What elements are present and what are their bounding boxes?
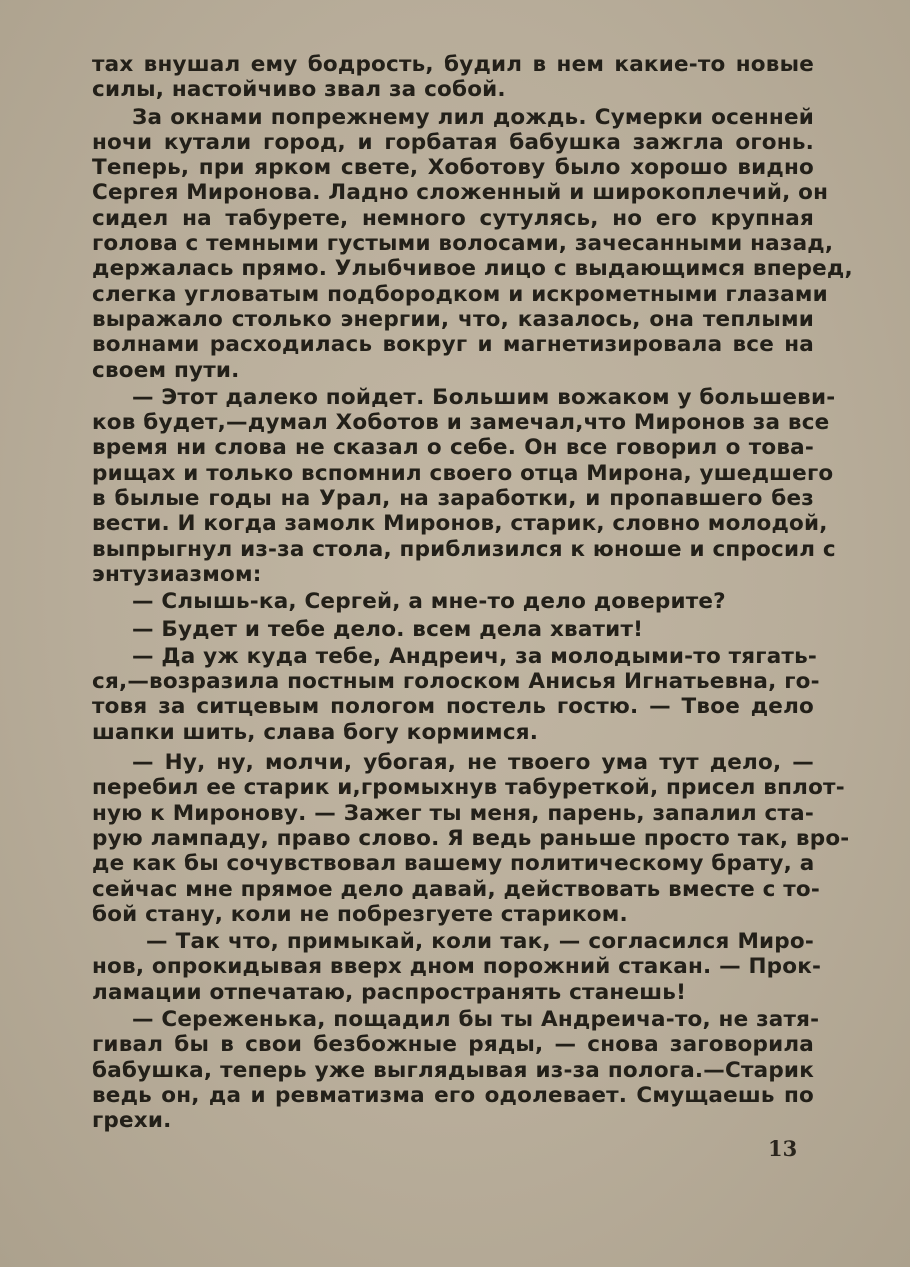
text-line: ную к Миронову. — Зажег ты меня, парень, запалил ста- xyxy=(92,800,814,826)
text-line: де как бы сочувствовал вашему политическому брату, а xyxy=(92,851,815,877)
text-line: силы, настойчиво звал за собой. xyxy=(92,77,506,103)
text-line: ков будет,—думал Хоботов и замечал,что Миронов за все xyxy=(92,410,830,436)
text-line: выпрыгнул из-за стола, приблизился к юноше и спросил с xyxy=(92,536,836,562)
text-line: ламации отпечатаю, распространять станешь! xyxy=(92,979,687,1005)
text-line: ся,—возразила постным голоском Анисья Игнатьевна, го- xyxy=(92,669,820,695)
text-line: — Будет и тебе дело. всем дела хватит! xyxy=(132,616,644,642)
text-line: — Так что, примыкай, коли так, — согласился Миро- xyxy=(146,929,814,955)
text-line: шапки шить, слава богу кормимся. xyxy=(92,719,539,745)
text-line: выражало столько энергии, что, казалось, она теплыми xyxy=(92,306,814,332)
text-line: голова с темными густыми волосами, зачесанными назад, xyxy=(92,231,834,257)
text-line: товя за ситцевым пологом постель гостю. — Твое дело xyxy=(92,694,814,720)
text-line: Теперь, при ярком свете, Хоботову было хорошо видно xyxy=(92,155,814,181)
text-line: нов, опрокидывая вверх дном порожний стакан. — Прок- xyxy=(92,954,822,980)
text-line: — Да уж куда тебе, Андреич, за молодыми-то тягать- xyxy=(132,643,818,669)
text-line: ведь он, да и ревматизма его одолевает. Смущаешь по xyxy=(92,1082,814,1108)
text-line: сейчас мне прямое дело давай, действовать вместе с то- xyxy=(92,876,820,902)
text-line: Сергея Миронова. Ладно сложенный и широкоплечий, он xyxy=(92,180,829,206)
text-line: бабушка, теперь уже выглядывая из-за полога.—Старик xyxy=(92,1057,814,1083)
text-line: рую лампаду, право слово. Я ведь раньше просто так, вро- xyxy=(92,825,850,851)
text-line: — Ну, ну, молчи, убогая, не твоего ума тут дело, — xyxy=(132,750,814,776)
text-line: волнами расходилась вокруг и магнетизировала все на xyxy=(92,332,814,358)
text-line: — Этот далеко пойдет. Большим вожаком у большеви- xyxy=(132,384,836,410)
text-line: гивал бы в свои безбожные ряды, — снова заговорила xyxy=(92,1032,814,1058)
text-line: За окнами попрежнему лил дождь. Сумерки осенней xyxy=(132,104,814,130)
text-line: время ни слова не сказал о себе. Он все говорил о това- xyxy=(92,435,814,461)
body-text xyxy=(92,52,853,1134)
text-line: грехи. xyxy=(92,1108,172,1134)
text-line: перебил ее старик и,громыхнув табуреткой, присел вплот- xyxy=(92,775,845,801)
text-line: в былые годы на Урал, на заработки, и пропавшего без xyxy=(92,486,814,512)
text-line: вести. И когда замолк Миронов, старик, словно молодой, xyxy=(92,511,828,537)
text-line: сидел на табурете, немного сутулясь, но его крупная xyxy=(92,205,814,231)
text-line: ночи кутали город, и горбатая бабушка зажгла огонь. xyxy=(92,129,814,155)
text-line: своем пути. xyxy=(92,357,240,383)
text-line: бой стану, коли не побрезгуете стариком. xyxy=(92,901,628,927)
text-line: держалась прямо. Улыбчивое лицо с выдающимся вперед, xyxy=(92,256,853,282)
text-line: рищах и только вспомнил своего отца Мирона, ушедшего xyxy=(92,460,834,486)
text-line: — Сереженька, пощадил бы ты Андреича-то, не затя- xyxy=(132,1006,820,1032)
text-line: энтузиазмом: xyxy=(92,561,262,587)
text-line: — Слышь-ка, Сергей, а мне-то дело доверите? xyxy=(132,589,726,615)
text-line: тах внушал ему бодрость, будил в нем какие-то новые xyxy=(92,52,814,77)
page-number: 13 xyxy=(768,1136,798,1161)
text-line: слегка угловатым подбородком и искрометными глазами xyxy=(92,281,828,307)
